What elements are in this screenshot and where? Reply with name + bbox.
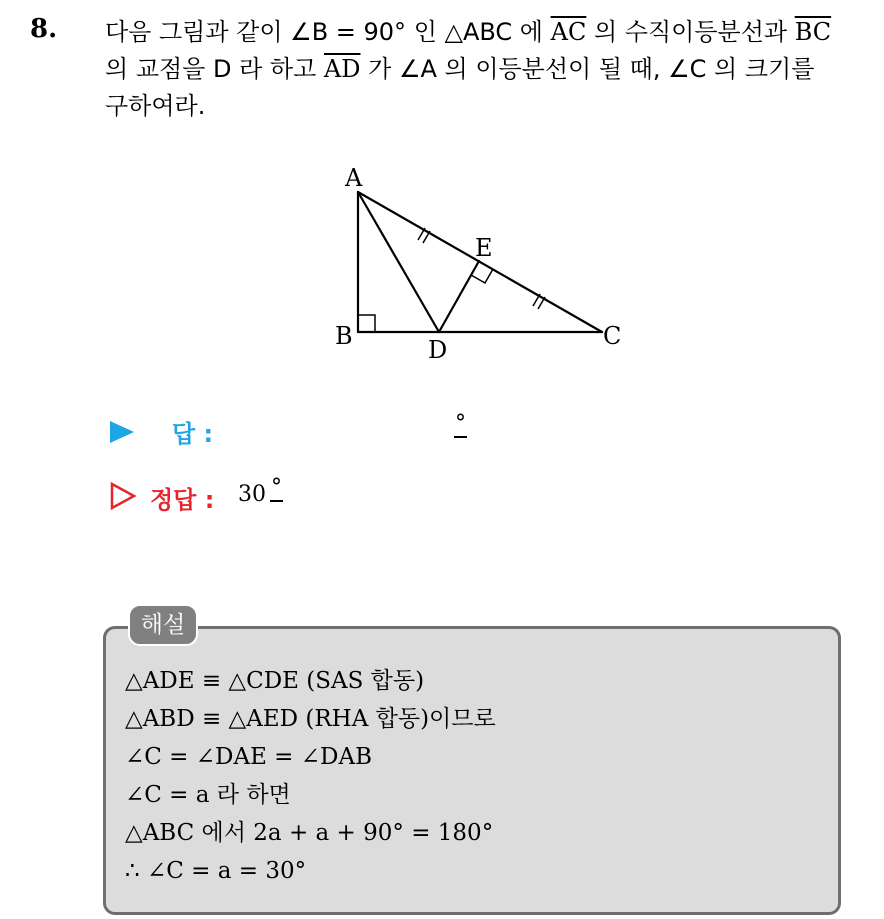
question-text [105, 14, 865, 125]
label-a: A [345, 164, 363, 192]
solution-line: △ADE ≡ △CDE (SAS 합동) [125, 668, 425, 694]
question-line-1 [105, 14, 865, 51]
correct-unit: ° [271, 475, 282, 500]
label-b: B [335, 322, 353, 350]
segment-ac-line [358, 192, 602, 332]
solution-line: △ABC 에서 2a + a + 90° = 180° [125, 820, 494, 846]
segment-ac: $\overline{AC}$ [550, 18, 587, 46]
solution-line: ∠C = ∠DAE = ∠DAB [125, 744, 372, 770]
correct-label: 정답 : [150, 486, 215, 514]
question-text-part: 가 ∠A 의 이등분선이 될 때, ∠C 의 크기를 [360, 55, 815, 83]
question-line-3: 구하여라. [105, 92, 206, 120]
solution-tab: 해설 [128, 604, 198, 646]
solution-lines [125, 662, 496, 890]
question-text-part: 의 수직이등분선과 [586, 18, 795, 46]
question-text-part: 다음 그림과 같이 ∠B = 90° 인 △ABC 에 [105, 18, 551, 46]
segment-bc: $\overline{BC}$ [794, 18, 832, 46]
segment-ad-line [358, 192, 439, 332]
label-e: E [475, 234, 493, 262]
answer-label: 답 : [172, 420, 214, 448]
correct-value: 30 [238, 482, 266, 507]
answer-unit: ° [455, 411, 466, 436]
right-angle-mark-b [358, 315, 375, 332]
label-d: D [428, 336, 448, 364]
question-number: 8. [30, 14, 58, 44]
question-line-2 [105, 51, 865, 88]
label-c: C [603, 322, 622, 350]
solution-line: △ABD ≡ △AED (RHA 합동)이므로 [125, 706, 496, 732]
solution-line: ∠C = a 라 하면 [125, 782, 291, 808]
triangle-figure [325, 160, 645, 380]
segment-ad: $\overline{AD}$ [323, 55, 361, 83]
question-text-part: 의 교점을 D 라 하고 [105, 55, 324, 83]
equal-tick-ec [533, 294, 545, 309]
outline-triangle-icon [110, 482, 136, 510]
play-triangle-icon [110, 421, 134, 443]
answer-row [110, 412, 510, 452]
solution-line: ∴ ∠C = a = 30° [125, 858, 307, 884]
segment-de-line [439, 261, 479, 332]
equal-tick-ae [418, 228, 430, 243]
correct-answer-row [110, 475, 510, 518]
